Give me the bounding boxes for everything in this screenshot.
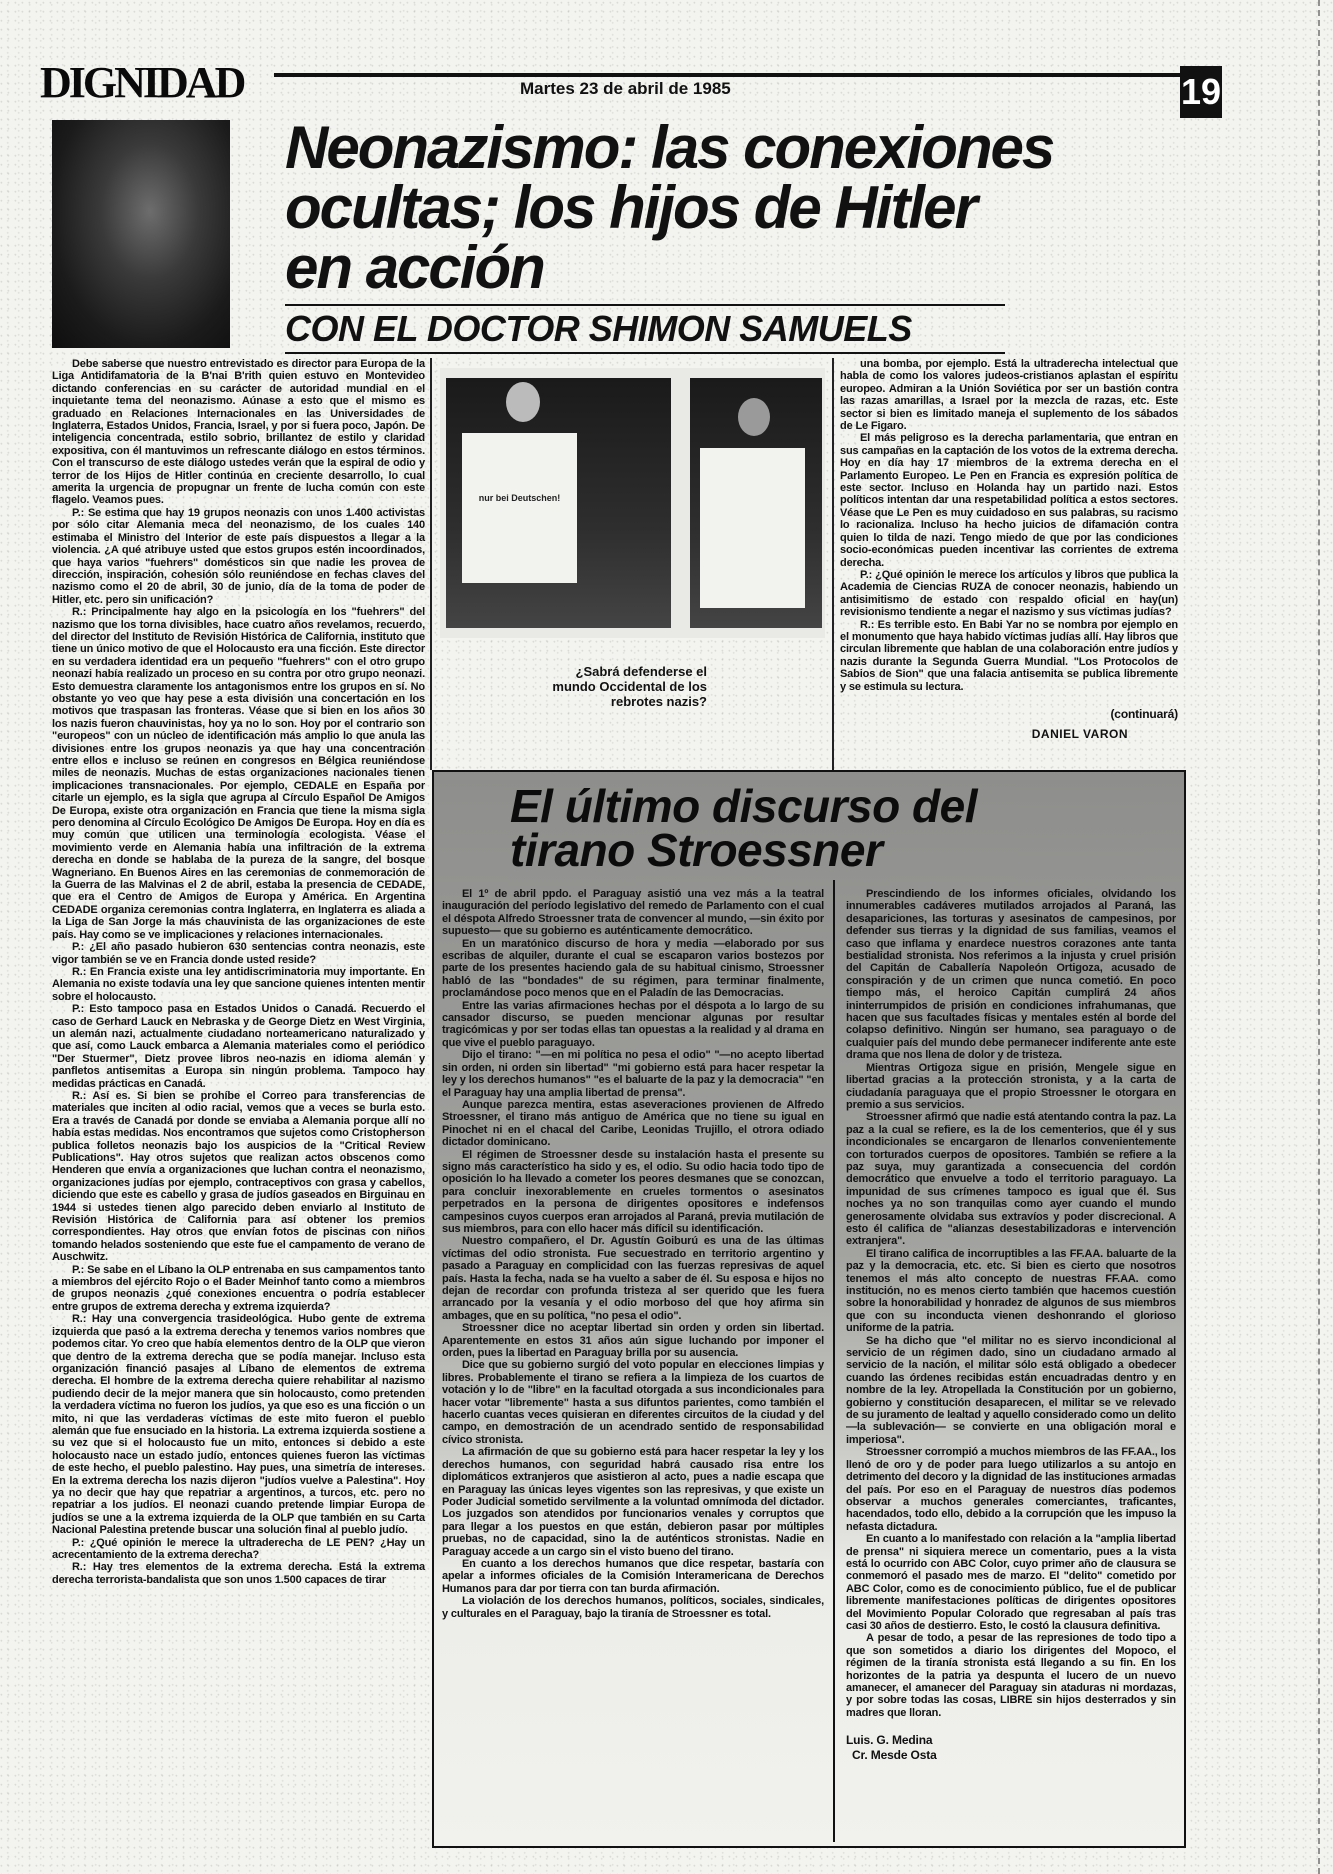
article-paragraph: P.: Se estima que hay 19 grupos neonazis con unos 1.400 activistas por sólo citar Alemania meca del neonazismo, de los cuales 140 estimaba el Ministro del Interior de este país dispuestos a llegar a la violencia. ¿A qué atribuye usted que estos grupos estén incoordinados, que haya varios "fuehrers" domésticos sin que nadie les provea de dirección, inspiración, cohesión sólo reuniéndose en fechas claves del nazismo como el 20 de abril, 30 de junio, día de la toma de poder de Hitler, etc. pero sin unificación? [52,506,425,606]
interview-column-right [840,358,1178,741]
title-line: El último discurso del [510,780,977,832]
article-paragraph: El 1º de abril ppdo. el Paraguay asistió una vez más a la teatral inauguración del período legislativo del remedo de Parlamento con el cual el déspota Alfredo Stroessner trata de convencer al mundo, —sin éxito por supuesto— que su gobierno es auténticamente democrático. [442,888,824,938]
page-number: 19 [1180,66,1222,118]
issue-date: Martes 23 de abril de 1985 [520,79,731,98]
article-paragraph: Aunque parezca mentira, estas aseveraciones provienen de Alfredo Stroessner, el tirano más antiguo de América que no tiene su igual en Pinochet ni en el chacal del Caribe, Leonidas Trujillo, el otrora odiado dictador dominicano. [442,1098,824,1149]
continued-note: (continuará) [1110,706,1178,721]
signature-name: Luis. G. Medina [846,1733,933,1748]
paragraph-list [840,358,1178,693]
article-paragraph: La violación de los derechos humanos, políticos, sociales, sindicales, y culturales en el Paraguay, bajo la tiranía de Stroessner es total. [442,1595,824,1620]
article-paragraph: En un maratónico discurso de hora y media —elaborado por sus escribas de alquiler, durante el cual se escaparon varios bostezos por parte de los presentes haciendo gala de su habitual cinismo, Stroessner habló de las "bondades" de su régimen, para terminar finalmente, proclamándose poco menos que en el Paladín de las Democracias. [442,937,824,1000]
photo-panel-left [446,378,671,628]
column-rule [430,358,432,770]
article-paragraph: P.: ¿Qué opinión le merece los artículos y libros que publica la Academia de Ciencias RUZA de conocer neonazis, habiendo un antisimitismo de estado con respaldo oficial en hay(un) revisionismo tendiente a negar el nazismo y sus víctimas judías? [840,568,1178,619]
article-subhead: CON EL DOCTOR SHIMON SAMUELS [285,308,912,349]
subhead-rule [285,352,1005,354]
paragraph-list [846,888,1176,1719]
article-paragraph: una bomba, por ejemplo. Está la ultraderecha intelectual que habla de como los valores judeos-cristianos aplastan el espíritu europeo. Admiran a la Unión Soviética por ser un bastión contra las razas amarillas, a Israel por la mezcla de razas, etc. Este sector si bien es limitado maneja el suplemento de los sábados de Le Figaro. [840,358,1178,433]
headline-line: Neonazismo: las conexiones [285,114,1054,181]
author-byline: DANIEL VARON [1031,726,1128,741]
article-paragraph: Se ha dicho que "el militar no es siervo incondicional al servicio de un régimen dado, sino un ciudadano armado al servicio de la nación, el militar sólo está obligado a obedecer cuando las órdenes recibidas están encuadradas dentro y en nombre de la ley. Atropellada la Constitución por un gobierno, gobierno y constitución desaparecen, el militar se ve relevado de su juramento de lealtad y aquello considerado como un delito —la sublevación— se convierte en una obligación moral e imperiosa". [846,1334,1176,1446]
article-paragraph: Dijo el tirano: "—en mi política no pesa el odio" "—no acepto libertad sin orden, ni orden sin libertad" "mi gobierno está para hacer respetar la ley y los derechos humanos" "es el baluarte de la paz y la democracia" "en el Paraguay hay una amplia libertad de prensa". [442,1049,824,1099]
article-paragraph: El más peligroso es la derecha parlamentaria, que entran en sus campañas en la captación de los votos de la extrema derecha. Hoy en día hay 17 miembros de la extrema derecha en el Parlamento Europeo. Le Pen en Francia es expresión política de este sector. Incluso en Holanda hay un partido nazi. Estos políticos intentan dar una respetabilidad política a estos sectores. Véase que Le Pen es muy cuidadoso en sus palabras, su racismo lo racionaliza. Incluso ha hecho juicios de difamación contra quien lo tilda de nazi. Tengo miedo de que por las condiciones socio-económicas pueden incentivar las corrientes de extrema derecha. [840,432,1178,569]
signatures [846,1733,1176,1763]
protest-photo [440,368,825,638]
article-paragraph: P.: ¿El año pasado hubieron 630 sentencias contra neonazis, este vigor también se ve en Francia donde usted reside? [52,941,425,966]
newspaper-masthead: DIGNIDAD [40,58,244,107]
signature-name: Cr. Mesde Osta [852,1748,937,1763]
article-paragraph: La afirmación de que su gobierno está para hacer respetar la ley y los derechos humanos, con seguridad habrá causado risa entre los diplomáticos extranjeros que asistieron al acto, pues a nadie escapa que en Paraguay las únicas leyes vigentes son las represivas, y que existe un Poder Judicial sometido servilmente a la voluntad omnímoda del dictador. Los juzgados son atendidos por funcionarios venales y corruptos que para llegar a los puestos en que están, debieron pasar por múltiples pruebas, no de capacidad, sino la de auténticos stronistas. Nadie en Paraguay accede a un cargo sin el visto bueno del tirano. [442,1446,824,1558]
article-paragraph: R.: Principalmente hay algo en la psicología en los "fuehrers" del nazismo que los torna divisibles, hace cuatro años revelamos, recuerdo, del director del Instituto de Revisión Histórica de California, instituto que tiene un único motivo de que el Holocausto era una ficción. Este director en su verdadera identidad era un pequeño "fuehrers" con el otro grupo neonazi había realizado un proceso en su contra por otro grupo neonazi. Esto demuestra claramente los antagonismos entre los grupos en sí. No obstante yo veo que hay pese a esta división una concertación en los motivos que traspasan las fronteras. Véase que si bien en los años 30 los nazis fueron chauvinistas, hoy ya no lo son. Hoy por el contrario son "europeos" con un núcleo de identificación más amplio lo que anula las divisiones entre los grupos neonazis ya que hay una concentración entre ellos e incluso se reúnen en congresos en Bélgica reuniéndose miles de neonazis. Muchas de estas organizaciones nacionales tienen implicaciones transnacionales. Por ejemplo, CEDALE en España por citarle un ejemplo, es la sigla que agrupa al Círculo Español De Amigos De Europa, existe otra organización en Francia que tiene la misma sigla pero denomina al Círculo Ecológico De Amigos De Europa. Hoy en día es muy común que utilicen una terminología ecologista. Véase el movimiento verde en Alemania había una infiltración de la extrema derecha en donde se hablaba de la pureza de la sangre, del bosque Wagneriano. En Buenos Aires en las ceremonias de conmemoración de la Guerra de las Malvinas el 2 de abril, estaba la presencia de CEDADE, que era el Centro de Amigos de Europa y América. En Argentina CEDADE organiza ceremonias contra Inglaterra, en Inglaterra es aliada a la Liga de San Jorge la más chauvinista de las organizaciones de este país. Hay como se ve implicaciones y relaciones internacionales. [52,606,425,941]
title-line: tirano Stroessner [510,824,883,876]
article-paragraph: En cuanto a los derechos humanos que dice respetar, bastaría con apelar a informes oficiales de la Comisión Interamericana de Derechos Humanos para dar por tierra con tan burda afirmación. [442,1557,824,1595]
article-paragraph: En cuanto a lo manifestado con relación a la "amplia libertad de prensa" ni siquiera merece un comentario, pues a la vista está lo ocurrido con ABC Color, cuyo primer año de clausura se conmemoró el pasado mes de marzo. El "delito" cometido por ABC Color, como es de conocimiento público, fue el de publicar libremente manifestaciones políticas de dirigentes opositores del Movimiento Popular Colorado que regresaban al país tras casi 30 años de destierro. Esto, le costó la clausura definitiva. [846,1533,1176,1632]
placard [700,448,805,608]
column-rule [832,358,834,770]
article-paragraph: Stroessner afirmó que nadie está atentando contra la paz. La paz a la cual se refiere, es la de los cementerios, que él y sus incondicionales se encargaron de llenarlos convenientemente con torturados cuerpos de opositores. También se refiere a la paz suya, muy garantizada a consecuencia del cordón democrático que envuelve a todo el territorio paraguayo. La impunidad de sus crímenes tampoco es igual que él. Sus noches ya no son tranquilas como ayer cuando el mundo generosamente olvidaba sus extravíos y poder discrecional. A esto él califica de "alianzas desestabilizadoras e intervención extranjera". [846,1111,1176,1248]
article-paragraph: Stroessner dice no aceptar libertad sin orden y orden sin libertad. Aparentemente en estos 31 años aún sigue luchando por imponer el orden, pues la libertad en Paraguay brilla por su ausencia. [442,1322,824,1360]
stroessner-column-left [442,888,824,1620]
article-paragraph: R.: Hay tres elementos de la extrema derecha. Está la extrema derecha terrorista-bandalista que son unos 1.500 capaces de tirar [52,1561,425,1586]
person-head [506,382,540,422]
masthead-rule [274,73,1184,77]
article-paragraph: Entre las varias afirmaciones hechas por el déspota a lo largo de su cansador discurso, se pueden mencionar algunas por resultar tragicómicas y por ser todas ellas tan opuestas a la realidad y al drama en que vive el pueblo paraguayo. [442,999,824,1049]
article-paragraph: P.: Se sabe en el Líbano la OLP entrenaba en sus campamentos tanto a miembros del ejército Rojo o el Bader Meinhof tanto como a miembros de grupos neonazis ¿qué conexiones encuentra o podría establecer entre grupos de extrema derecha y extrema izquierda? [52,1263,425,1313]
article-paragraph: Debe saberse que nuestro entrevistado es director para Europa de la Liga Antidifamatoria de la B'nai B'rith quien estuvo en Montevideo dictando conferencias en su carácter de autoridad mundial en el inquietante tema del neonazismo. Aúnase a esto que el mismo es graduado en Relaciones Internacionales en las Universidades de Inglaterra, Estados Unidos, Francia, Israel, y por si fuera poco, Japón. De inteligencia concentrada, estilo sobrio, brillantez de estilo y claridad expositiva, con él mantuvimos un refrescante diálogo en estos términos. Con el transcurso de este diálogo ustedes verán que la espiral de odio y terror de los Hijos de Hitler continúa en creciente desarrollo, lo cual amerita la urgencia de propugnar un frente de lucha común con este flagelo. Veamos pues. [52,358,425,507]
article-paragraph: A pesar de todo, a pesar de las represiones de todo tipo a que son sometidos a diario los dirigentes del Mopoco, el régimen de la tiranía stronista está llegando a su fin. En los horizontes de la patria ya despunta el lucero de un nuevo amanecer, el amanecer del Paraguay sin ataduras ni mordazas, y por sobre todas las cosas, LIBRE sin hijos desterrados y sin madres que lloran. [846,1632,1176,1719]
article-paragraph: R.: Es terrible esto. En Babi Yar no se nombra por ejemplo en el monumento que haya habido víctimas judías allí. Hay libros que circulan libremente que hablan de una colaboración entre judíos y nazis durante la Segunda Guerra Mundial. "Los Protocolos de Sabios de Sion" que una falacia antisemita se publica libremente y se estimula su lectura. [840,618,1178,693]
article-paragraph: P.: Esto tampoco pasa en Estados Unidos o Canadá. Recuerdo el caso de Gerhard Lauck en Nebraska y de George Dietz en West Virginia, un alemán nazi, actualmente ciudadano norteamericano naturalizado y que así, como Lauck embarca a Alemania materiales como el periódico "Der Stuermer", Dietz provee libros neo-nazis en idioma alemán y panfletos antisemitas a Europa sin ningún problema. Tampoco hay medidas prácticas en Canadá. [52,1003,425,1090]
article-paragraph: El régimen de Stroessner desde su instalación hasta el presente su signo más característico ha sido y es, el odio. Su odio hacia todo tipo de oposición lo ha llevado a cometer los peores desmanes que se conozcan, para concluir inexorablemente en crueles tormentos o asesinatos perpetrados en la persona de dirigentes opositores e indefensos campesinos cuyos cuerpos eran arrojados al Paraná, previa mutilación de sus miembros, para con ello hacer más difícil su identificación. [442,1148,824,1235]
article-paragraph: Dice que su gobierno surgió del voto popular en elecciones limpias y libres. Probablemente el tirano se refiera a la limpieza de los cuartos de votación y lo de "libre" en la facultad otorgada a sus incondicionales para hacer votar "libremente" hasta a sus difuntos parientes, como también el hacerlo cuantas veces quisieran en diferentes circuitos de la ciudad y del campo, en demostración de un acendrado sentido de responsabilidad cívico stronista. [442,1359,824,1446]
photo-panel-right [690,378,822,628]
interviewee-portrait-photo [52,120,230,348]
stroessner-column-right [846,888,1176,1763]
column-rule [833,880,835,1842]
paragraph-list [52,358,425,1586]
article-paragraph: P.: ¿Qué opinión le merece la ultraderecha de LE PEN? ¿Hay un acrecentamiento de la extrema derecha? [52,1536,425,1561]
article-paragraph: Mientras Ortigoza sigue en prisión, Mengele sigue en libertad gracias a la protección stronista, y a la carta de ciudadanía paraguaya que el propio Stroessner le otorgara en premio a sus servicios. [846,1061,1176,1111]
scan-edge [1318,0,1322,1874]
interview-column-left [52,358,425,1586]
article-headline [285,114,1054,301]
article-paragraph: R.: Así es. Si bien se prohíbe el Correo para transferencias de materiales que inciten al odio racial, vemos que a veces se burla esto. Era a través de Canadá por donde se enviaba a Alemania porque allí no había estas medidas. Nos encontramos que sujetos como Cristopherson publica folletos neonazis bajo los auspicios de la "Critical Review Publications". Hay otros sujetos que realizan actos obscenos como Henderen que envía a organizaciones que luchan contra el neonazismo, organizaciones judías por ejemplo, contraceptivos con grasa y cabellos, diciendo que este es cabello y grasa de judíos gaseados en Birguinau en 1944 si ustedes tienen algo parecido deben enviarlo al Instituto de Revisión Histórica de California para así obtener los premios correspondientes. Hay otros que envían fotos de piscinas con niños tomando helados sosteniendo que este fue el campamento de verano de Auschwitz. [52,1089,425,1264]
paragraph-list [442,888,824,1620]
placard: nur bei Deutschen! [462,433,577,583]
article-paragraph: Prescindiendo de los informes oficiales, olvidando los innumerables cadáveres mutilados arrojados al Paraná, las desapariciones, las torturas y asesinatos de campesinos, por defender sus tierras y la dignidad de sus familias, veamos el caso que inflama y enardece nuestros corazones ante tanta bestialidad stronista. Nos referimos a la injusta y cruel prisión del Capitán de Caballería Napoleón Ortigoza, acusado de conspiración y de un crimen que nunca cometió. En poco tiempo más, el heroico Capitán cumplirá 24 años ininterrumpidos de prisión en condiciones infrahumanas, que hacen que sus facultades físicas y mentales estén al borde del colapso definitivo. Ningún ser humano, sea paraguayo o de cualquier país del mundo debe permanecer indiferente ante este drama que nos llena de dolor y de tristeza. [846,888,1176,1062]
article-paragraph: Stroessner corrompió a muchos miembros de las FF.AA., los llenó de oro y de poder para luego utilizarlos a su antojo en detrimento del decoro y la dignidad de las instituciones armadas del país. Por eso en el Paraguay de nuestros días podemos observar a muchos generales comerciantes, traficantes, hacendados, todo ello, debido a la corrupción que les impuso la nefasta dictadura. [846,1446,1176,1533]
headline-line: en acción [285,234,544,301]
subhead-rule [285,304,1005,306]
headline-line: ocultas; los hijos de Hitler [285,174,976,241]
article-paragraph: R.: En Francia existe una ley antidiscriminatoria muy importante. En Alemania no existe todavía una ley que sancione quienes intenten mentir sobre el holocausto. [52,965,425,1003]
person-head [738,398,770,436]
photo-caption: ¿Sabrá defenderse el mundo Occidental de los rebrotes nazis? [552,664,707,709]
stroessner-article-title [510,780,977,876]
article-paragraph: R.: Hay una convergencia trasideológica. Hubo gente de extrema izquierda que pasó a la extrema derecha y tenemos varios nombres que podemos citar. Yo creo que había elementos dentro de la OLP que vieron que dentro de la extrema derecha que se podía manejar. Incluso esta organización financió pasajes al Líbano de elementos de extrema derecha. El hombre de la extrema derecha quiere rehabilitar al nazismo pudiendo decir de la mejor manera que sin holocausto, como pretenden la verdadera víctima no fueron los judíos, ya que eso es una ficción o un mito, ni que las verdaderas víctimas de este mito fueron el pueblo alemán que fue ensuciado en la historia. La extrema izquierda sostiene a su vez que si el holocausto fue un mito, entonces si debido a este holocausto nace un estado judío, entonces quienes fueron las víctimas de este hecho, el pueblo palestino. Hay pues, una simetría de intereses. En la extrema derecha los nazis dijeron "judíos vuelve a Palestina". Hoy ya no decir que hay que repatriar a argentinos, a turcos, etc. pero no repatriar a los judíos. El neonazi cuando pretende limpiar Europa de judíos se une a la extrema izquierda de la OLP que también en su Carta Nacional Palestina pretende buscar una solución final al pueblo judío. [52,1313,425,1537]
article-paragraph: El tirano califica de incorruptibles a las FF.AA. baluarte de la paz y la democracia, etc. etc. Si bien es cierto que nosotros tenemos el más alto concepto de nuestras FF.AA. como institución, no es menos cierto también que hacemos cuestión sobre la honorabilidad y honradez de algunos de sus miembros que con su inconducta vienen deshonrando el glorioso uniforme de la patria. [846,1247,1176,1335]
article-paragraph: Nuestro compañero, el Dr. Agustín Goiburú es una de las últimas víctimas del odio stronista. Fue secuestrado en territorio argentino y pasado a Paraguay en complicidad con las fuerzas represivas de aquel país. Hasta la fecha, nada se ha vuelto a saber de él. Su esposa e hijos no dejan de recordar con profunda tristeza al ser querido que les fuera arrancado por la vesanía y el odio morboso del que hoy afirma sin ambages, que en su política, "no pesa el odio". [442,1235,824,1322]
